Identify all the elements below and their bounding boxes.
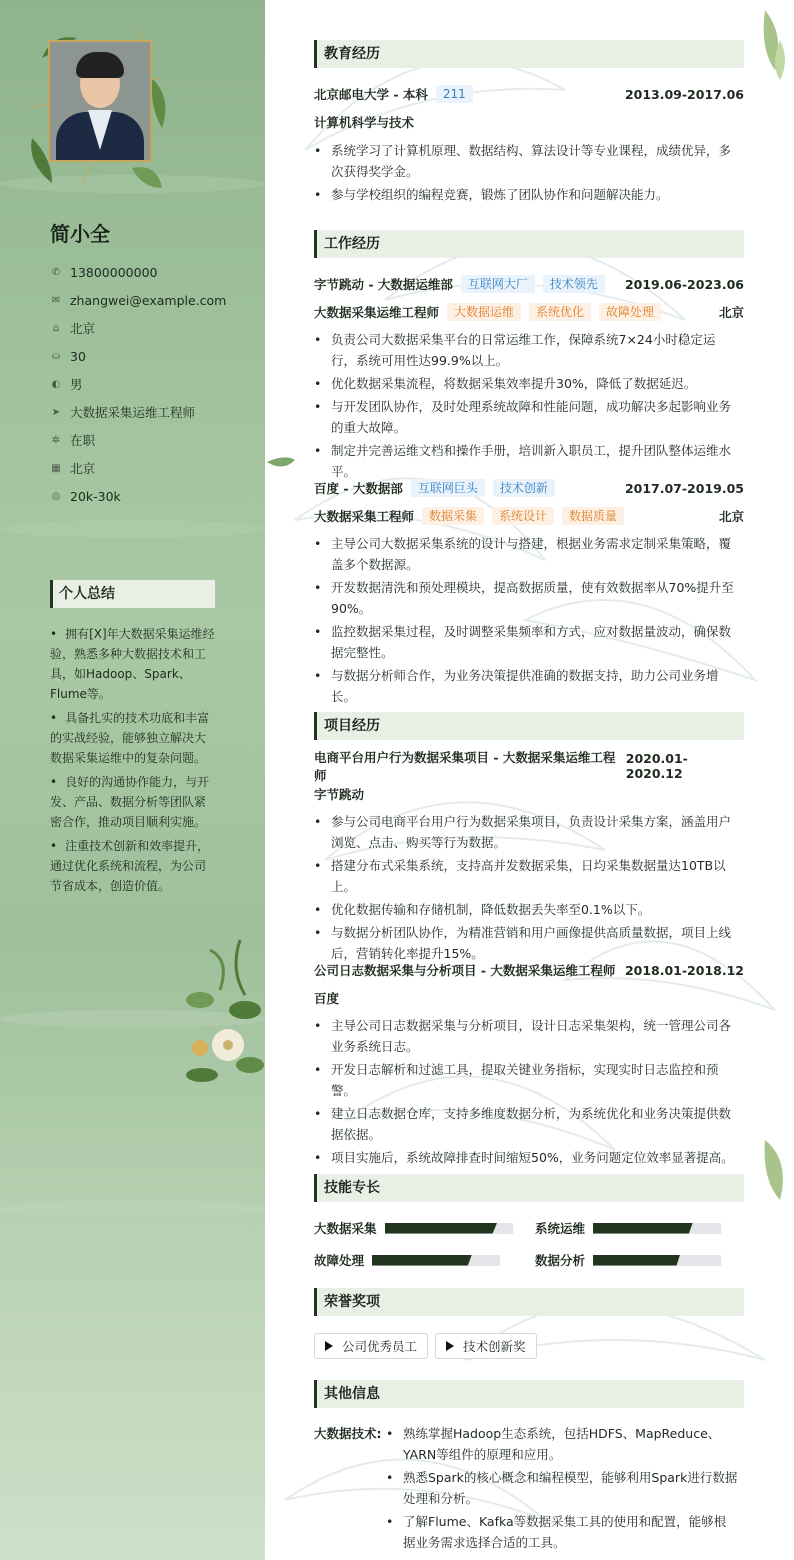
skill-bar — [385, 1223, 513, 1234]
project-item: • 搭建分布式采集系统，支持高并发数据采集，日均采集数据量达10TB以上。 — [314, 855, 739, 897]
job-item: • 与开发团队协作，及时处理系统故障和性能问题，成功解决多起影响业务的重大故障。 — [314, 396, 739, 438]
salary-value: 20k-30k — [70, 488, 121, 504]
major-name: 计算机科学与技术 — [314, 115, 415, 130]
school-tag: 211 — [436, 85, 473, 103]
contact-row — [50, 342, 226, 370]
job-item: • 制定并完善运维文档和操作手册，培训新入职员工，提升团队整体运维水平。 — [314, 440, 739, 482]
email-value: zhangwei@example.com — [70, 292, 227, 308]
skill-name: 大数据采集 — [314, 1221, 377, 1236]
target-job-value: 大数据采集运维工程师 — [70, 405, 196, 420]
education-header — [314, 84, 744, 104]
education-details — [314, 140, 739, 207]
job-item: • 优化数据采集流程，将数据采集效率提升30%，降低了数据延迟。 — [314, 373, 739, 394]
age-icon: ⛀ — [51, 350, 61, 362]
award-badge — [314, 1333, 428, 1359]
status-icon: ✲ — [51, 434, 61, 446]
job-header — [314, 274, 744, 294]
summary-item: • 具备扎实的技术功底和丰富的实战经验，能够独立解决大数据采集运维中的复杂问题。 — [50, 708, 215, 768]
skill-tag: 数据采集 — [422, 507, 484, 525]
job-item: • 主导公司大数据采集系统的设计与搭建，根据业务需求定制采集策略，覆盖多个数据源。 — [314, 533, 739, 575]
project-item: • 建立日志数据仓库，支持多维度数据分析，为系统优化和业务决策提供数据依据。 — [314, 1103, 739, 1145]
flower-decoration-icon — [180, 930, 265, 1090]
city-icon: ▦ — [51, 462, 61, 474]
job-header — [314, 478, 744, 498]
skill-bar-fill — [593, 1255, 680, 1266]
company-tag: 互联网巨头 — [411, 479, 485, 497]
sidebar — [0, 0, 265, 1560]
skill-tag: 故障处理 — [599, 303, 661, 321]
job-company: 百度 - 大数据部 — [314, 481, 403, 496]
project-section-title: 项目经历 — [314, 712, 744, 740]
other-section-title: 其他信息 — [314, 1380, 744, 1408]
target-job-icon: ➤ — [51, 406, 61, 418]
project-item: • 与数据分析团队协作，为精准营销和用户画像提供高质量数据，项目上线后，营销转化率提升15%。 — [314, 922, 739, 964]
project-company-row — [314, 988, 744, 1008]
award-badge — [435, 1333, 537, 1359]
education-section-title: 教育经历 — [314, 40, 744, 68]
job-details — [314, 329, 739, 484]
contact-row — [50, 398, 226, 426]
mail-icon: ✉ — [51, 294, 61, 306]
skill-name: 故障处理 — [314, 1253, 365, 1268]
job-company: 字节跳动 - 大数据运维部 — [314, 277, 453, 292]
job-role: 大数据采集运维工程师 — [314, 305, 440, 320]
project-item: • 开发日志解析和过滤工具，提取关键业务指标，实现实时日志监控和预警。 — [314, 1059, 739, 1101]
project-header — [314, 960, 744, 980]
job-city: 北京 — [718, 509, 744, 524]
project-period: 2018.01-2018.12 — [624, 962, 744, 978]
skill-name: 系统运维 — [535, 1221, 586, 1236]
skill-tag: 大数据运维 — [447, 303, 521, 321]
education-period: 2013.09-2017.06 — [624, 86, 744, 102]
other-item: • 了解Flume、Kafka等数据采集工具的使用和配置，能够根据业务需求选择合适的工具。 — [386, 1511, 738, 1553]
honors-section-title: 荣誉奖项 — [314, 1288, 744, 1316]
home-icon: ⌂ — [52, 322, 60, 334]
job-item: • 与数据分析师合作，为业务决策提供准确的数据支持，助力公司业务增长。 — [314, 665, 739, 707]
education-item: • 系统学习了计算机原理、数据结构、算法设计等专业课程，成绩优异，多次获得奖学金。 — [314, 140, 739, 182]
award-name: 技术创新奖 — [463, 1339, 526, 1354]
summary-title: 个人总结 — [50, 580, 215, 608]
contact-info — [50, 258, 226, 510]
project-company: 百度 — [314, 991, 340, 1006]
job-item: • 负责公司大数据采集平台的日常运维工作，保障系统7×24小时稳定运行，系统可用性达99.9%以上。 — [314, 329, 739, 371]
skill-bar — [593, 1223, 721, 1234]
gender-value: 男 — [70, 377, 83, 392]
education-item: • 参与学校组织的编程竞赛，锻炼了团队协作和问题解决能力。 — [314, 184, 739, 205]
contact-row — [50, 482, 226, 510]
company-tag: 技术创新 — [493, 479, 555, 497]
phone-icon: ✆ — [51, 266, 61, 278]
job-role-row — [314, 506, 744, 526]
skill-item — [535, 1220, 721, 1236]
contact-row — [50, 314, 226, 342]
job-item: • 开发数据清洗和预处理模块，提高数据质量，使有效数据率从70%提升至90%。 — [314, 577, 739, 619]
skill-bar — [593, 1255, 721, 1266]
gender-icon: ◐ — [51, 378, 61, 390]
salary-icon: ◎ — [51, 490, 61, 502]
skill-tag: 系统优化 — [529, 303, 591, 321]
play-arrow-icon — [446, 1341, 454, 1351]
other-list — [386, 1423, 738, 1555]
company-tag: 技术领先 — [543, 275, 605, 293]
school-name: 北京邮电大学 - 本科 — [314, 87, 428, 102]
skill-tag: 系统设计 — [492, 507, 554, 525]
skill-bar-fill — [385, 1223, 498, 1234]
project-details — [314, 811, 739, 966]
project-item: • 优化数据传输和存储机制，降低数据丢失率至0.1%以下。 — [314, 899, 739, 920]
skill-bar-fill — [593, 1223, 693, 1234]
skill-name: 数据分析 — [535, 1253, 586, 1268]
education-major — [314, 112, 744, 132]
candidate-name: 简小全 — [50, 222, 110, 246]
project-name: 电商平台用户行为数据采集项目 - 大数据采集运维工程师 — [314, 750, 616, 783]
project-period: 2020.01-2020.12 — [625, 751, 688, 781]
contact-row — [50, 258, 226, 286]
job-role: 大数据采集工程师 — [314, 509, 415, 524]
project-details — [314, 1015, 739, 1170]
project-company-row — [314, 784, 744, 804]
job-period: 2019.06-2023.06 — [624, 276, 744, 292]
summary-item: • 拥有[X]年大数据采集运维经验，熟悉多种大数据技术和工具，如Hadoop、Spark、Flume等。 — [50, 624, 215, 704]
project-item: • 主导公司日志数据采集与分析项目，设计日志采集架构，统一管理公司各业务系统日志。 — [314, 1015, 739, 1057]
main-content — [265, 0, 794, 1560]
company-tag: 互联网大厂 — [461, 275, 535, 293]
hometown-value: 北京 — [70, 321, 96, 336]
job-city: 北京 — [718, 305, 744, 320]
status-value: 在职 — [70, 433, 96, 448]
project-name: 公司日志数据采集与分析项目 - 大数据采集运维工程师 — [314, 963, 616, 978]
job-item: • 监控数据采集过程，及时调整采集频率和方式，应对数据量波动，确保数据完整性。 — [314, 621, 739, 663]
project-item: • 参与公司电商平台用户行为数据采集项目，负责设计采集方案，涵盖用户浏览、点击、购买等行为数据。 — [314, 811, 739, 853]
skill-bar — [372, 1255, 500, 1266]
project-item: • 项目实施后，系统故障排查时间缩短50%，业务问题定位效率显著提高。 — [314, 1147, 739, 1168]
play-arrow-icon — [325, 1341, 333, 1351]
age-value: 30 — [70, 348, 86, 364]
other-item: • 熟悉Spark的核心概念和编程模型，能够利用Spark进行数据处理和分析。 — [386, 1467, 738, 1509]
contact-row — [50, 286, 226, 314]
skills-section-title: 技能专长 — [314, 1174, 744, 1202]
job-details — [314, 533, 739, 709]
award-name: 公司优秀员工 — [342, 1339, 418, 1354]
contact-row — [50, 426, 226, 454]
skill-item — [314, 1220, 513, 1236]
skill-item — [535, 1252, 721, 1268]
skill-bar-fill — [372, 1255, 472, 1266]
summary-list — [50, 624, 215, 900]
phone-value: 13800000000 — [70, 264, 158, 280]
job-role-row — [314, 302, 744, 322]
summary-item: • 良好的沟通协作能力，与开发、产品、数据分析等团队紧密合作，推动项目顺利实施。 — [50, 772, 215, 832]
city-value: 北京 — [70, 461, 96, 476]
avatar — [48, 40, 152, 162]
skill-item — [314, 1252, 500, 1268]
project-company: 字节跳动 — [314, 787, 365, 802]
texture-streak — [0, 520, 265, 538]
summary-item: • 注重技术创新和效率提升，通过优化系统和流程，为公司节省成本，创造价值。 — [50, 836, 215, 896]
contact-row — [50, 370, 226, 398]
other-label: 大数据技术: — [314, 1426, 382, 1441]
contact-row — [50, 454, 226, 482]
texture-streak — [0, 1200, 265, 1218]
skill-tag: 数据质量 — [562, 507, 624, 525]
work-section-title: 工作经历 — [314, 230, 744, 258]
other-item: • 熟练掌握Hadoop生态系统，包括HDFS、MapReduce、YARN等组件的原理和应用。 — [386, 1423, 738, 1465]
job-period: 2017.07-2019.05 — [624, 480, 744, 496]
project-header — [314, 750, 744, 783]
